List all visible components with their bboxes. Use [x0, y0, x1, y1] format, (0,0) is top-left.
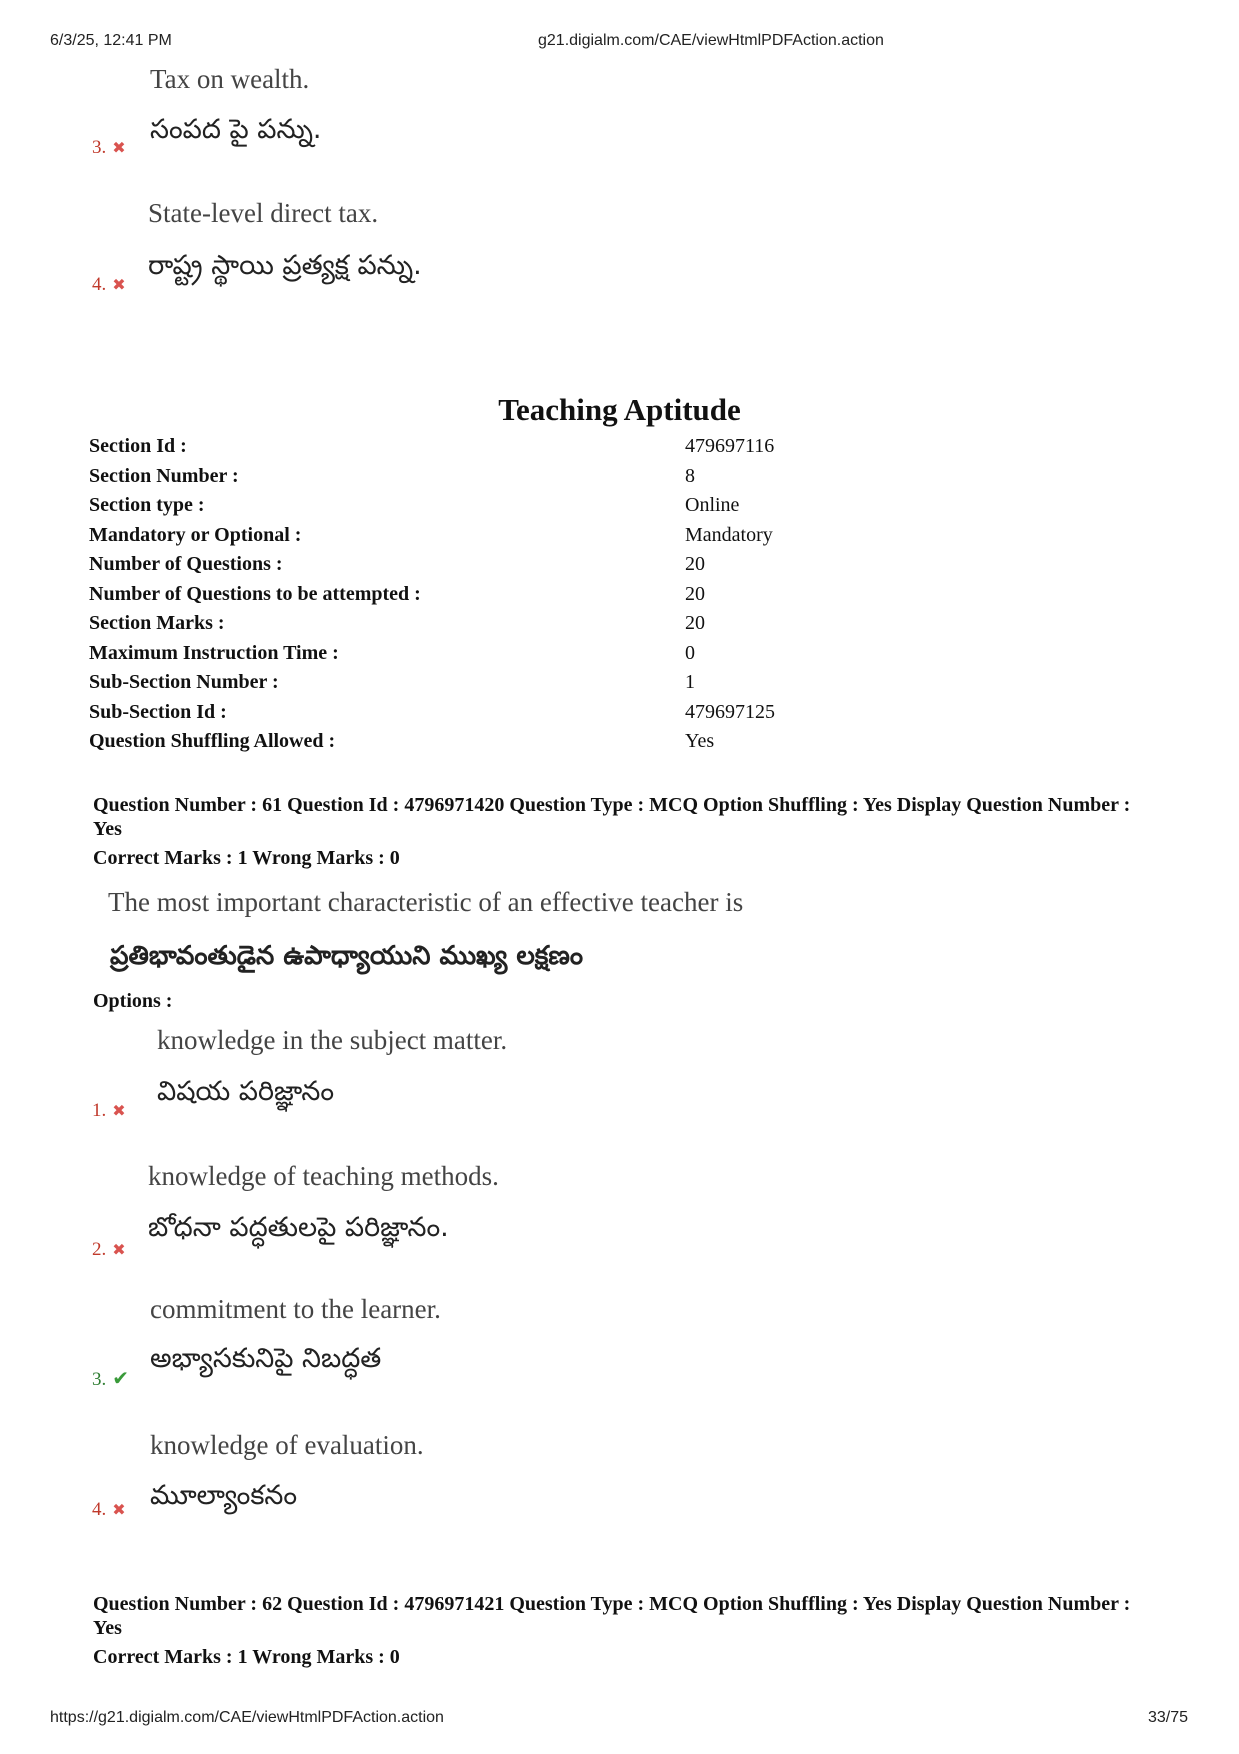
field-label: Section type :: [89, 494, 205, 516]
option-3-english: commitment to the learner.: [150, 1294, 441, 1324]
prev-option2-english: Tax on wealth.: [150, 64, 310, 94]
option-number: 3.: [92, 1369, 107, 1390]
field-label: Section Marks :: [89, 612, 225, 634]
print-header-url: g21.digialm.com/CAE/viewHtmlPDFAction.action: [538, 32, 884, 49]
prev-option-3-marker: [92, 137, 126, 159]
question-62-marks: Correct Marks : 1 Wrong Marks : 0: [93, 1646, 400, 1668]
field-value: 8: [685, 464, 695, 487]
question-61-text-telugu: ప్రతిభావంతుడైన ఉపాధ్యాయుని ముఖ్య లక్షణం: [110, 941, 584, 971]
field-label: Question Shuffling Allowed :: [89, 730, 336, 752]
correct-check-icon: ✔: [112, 1368, 130, 1390]
field-value: 1: [685, 671, 695, 693]
field-value: 479697116: [685, 435, 775, 457]
print-footer-url: https://g21.digialm.com/CAE/viewHtmlPDFAction.action: [50, 1709, 444, 1726]
wrong-cross-icon: ✖: [112, 1103, 126, 1120]
option-4-english: knowledge of evaluation.: [150, 1430, 424, 1460]
option-2-marker: [92, 1239, 126, 1261]
option-number: 3.: [92, 137, 107, 158]
section-details: [89, 435, 889, 752]
option-1-english: knowledge in the subject matter.: [157, 1025, 508, 1055]
question-61-text-english: The most important characteristic of an effective teacher is: [108, 887, 744, 917]
question-61-marks: Correct Marks : 1 Wrong Marks : 0: [93, 847, 400, 869]
prev-option-4-telugu: రాష్ట్ర స్థాయి ప్రత్యక్ష పన్ను.: [148, 250, 422, 281]
option-2-telugu: బోధనా పద్ధతులపై పరిజ్ఞానం.: [148, 1212, 449, 1243]
print-datetime: 6/3/25, 12:41 PM: [50, 32, 172, 49]
wrong-cross-icon: ✖: [112, 277, 126, 294]
wrong-cross-icon: ✖: [112, 1242, 126, 1259]
wrong-cross-icon: ✖: [112, 140, 126, 157]
option-number: 2.: [92, 1239, 107, 1260]
option-4-telugu: మూల్యాంకనం: [150, 1480, 298, 1511]
field-label: Mandatory or Optional :: [89, 523, 302, 546]
field-value: 20: [685, 553, 705, 575]
prev-option-4-english: State-level direct tax.: [148, 198, 379, 228]
option-number: 4.: [92, 1499, 107, 1520]
page-number: 33/75: [1148, 1709, 1189, 1726]
prev-option-3-telugu: సంపద పై పన్ను.: [150, 114, 322, 145]
option-1-marker: [92, 1100, 126, 1122]
field-label: Number of Questions :: [89, 553, 283, 575]
question-61-meta: Question Number : 61 Question Id : 4796971420 Question Type : MCQ Option Shuffling : Yes Display Question Number : Yes: [93, 794, 1131, 840]
field-label: Section Number :: [89, 464, 239, 487]
option-4-marker: [92, 1499, 126, 1521]
question-62-meta: Question Number : 62 Question Id : 4796971421 Question Type : MCQ Option Shuffling : Yes Display Question Number : Yes: [93, 1593, 1131, 1639]
field-label: Sub-Section Id :: [89, 700, 227, 723]
options-label: Options :: [93, 990, 173, 1012]
field-value: Online: [685, 494, 740, 516]
field-value: 0: [685, 641, 695, 664]
option-number: 1.: [92, 1100, 107, 1121]
wrong-cross-icon: ✖: [112, 1502, 126, 1519]
option-number: 4.: [92, 274, 107, 295]
field-value: Yes: [685, 730, 715, 752]
field-value: 479697125: [685, 700, 775, 723]
option-3-telugu: అభ్యాసకునిపై నిబద్ధత: [150, 1343, 382, 1374]
option-2-english: knowledge of teaching methods.: [148, 1161, 499, 1191]
field-value: Mandatory: [685, 523, 773, 546]
field-value: 20: [685, 582, 705, 605]
prev-option-4-marker: [92, 274, 126, 296]
field-label: Maximum Instruction Time :: [89, 641, 339, 664]
field-value: 20: [685, 612, 705, 634]
field-label: Sub-Section Number :: [89, 671, 279, 693]
section-title: Teaching Aptitude: [498, 392, 741, 427]
field-label: Section Id :: [89, 435, 187, 457]
option-3-marker: [92, 1366, 129, 1391]
option-1-telugu: విషయ పరిజ్ఞానం: [157, 1076, 335, 1107]
field-label: Number of Questions to be attempted :: [89, 582, 421, 605]
